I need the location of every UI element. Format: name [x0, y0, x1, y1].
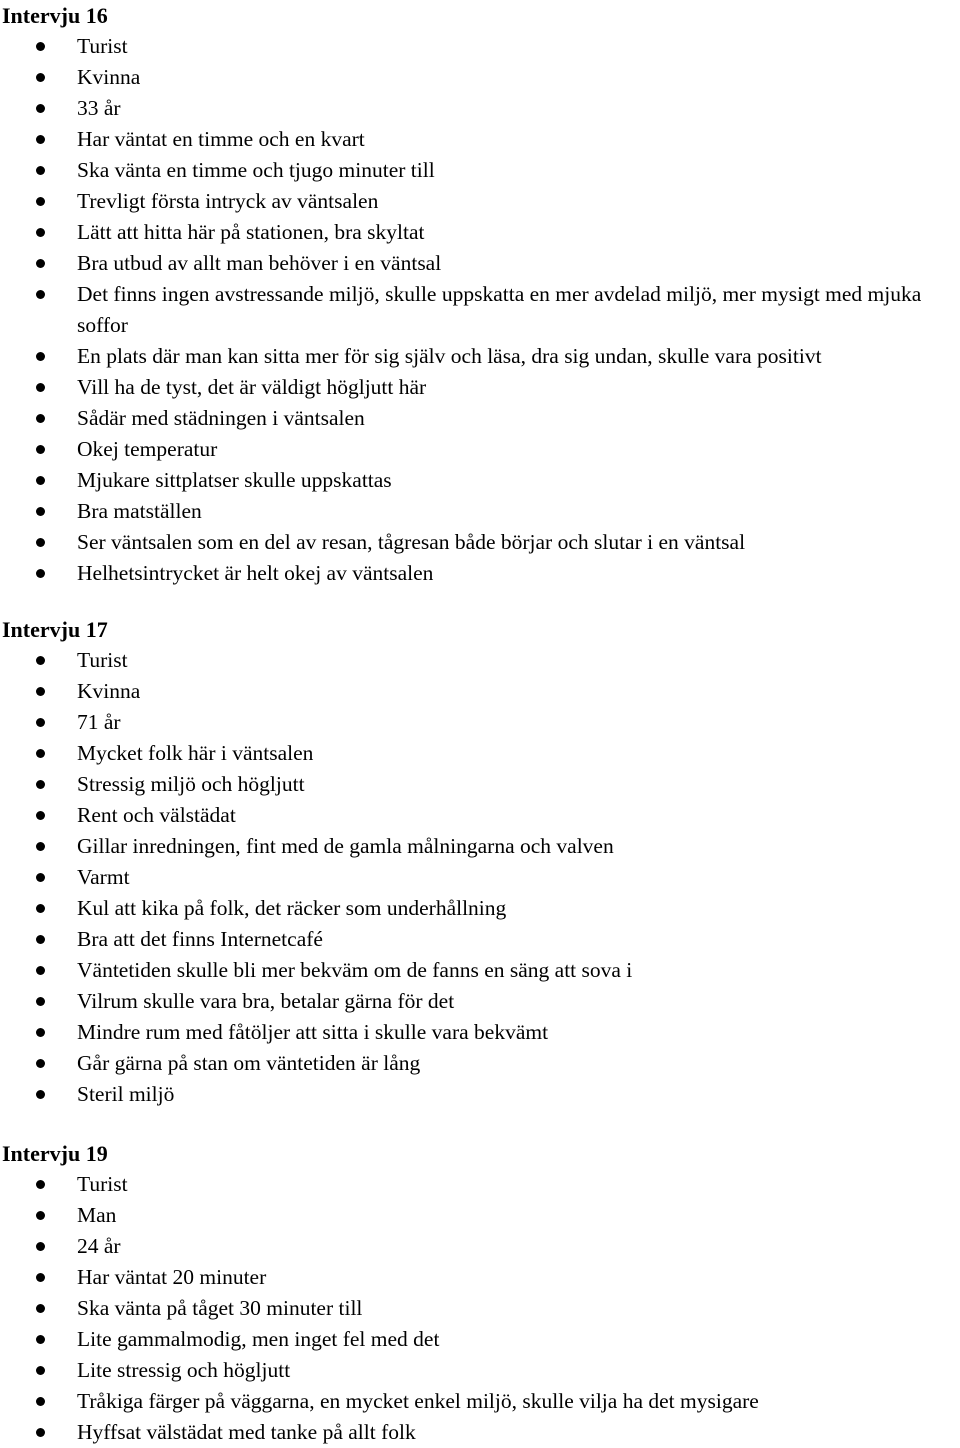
- list-item: Kvinna: [0, 62, 960, 93]
- list-item: Bra att det finns Internetcafé: [0, 924, 960, 955]
- list-item: Det finns ingen avstressande miljö, skulle uppskatta en mer avdelad miljö, mer mysigt med mjuka soffor: [0, 279, 960, 341]
- list-item: Går gärna på stan om väntetiden är lång: [0, 1048, 960, 1079]
- list-item: Man: [0, 1200, 960, 1231]
- interview-19-section: [0, 1138, 960, 1448]
- list-item: Hyffsat välstädat med tanke på allt folk: [0, 1417, 960, 1448]
- list-item: Vill ha de tyst, det är väldigt högljutt här: [0, 372, 960, 403]
- interview-16-section: [0, 0, 960, 589]
- list-item: Turist: [0, 645, 960, 676]
- bullet-icon: [36, 1273, 45, 1282]
- interview-bullet-list: [0, 1169, 960, 1448]
- list-item: Tråkiga färger på väggarna, en mycket enkel miljö, skulle vilja ha det mysigare: [0, 1386, 960, 1417]
- bullet-icon: [36, 1397, 45, 1406]
- list-item: 33 år: [0, 93, 960, 124]
- list-item: 71 år: [0, 707, 960, 738]
- bullet-icon: [36, 1059, 45, 1068]
- list-item: Ska vänta en timme och tjugo minuter till: [0, 155, 960, 186]
- bullet-icon: [36, 687, 45, 696]
- bullet-icon: [36, 1090, 45, 1099]
- bullet-icon: [36, 42, 45, 51]
- bullet-icon: [36, 445, 45, 454]
- list-item: Varmt: [0, 862, 960, 893]
- bullet-icon: [36, 1211, 45, 1220]
- bullet-icon: [36, 873, 45, 882]
- bullet-icon: [36, 718, 45, 727]
- list-item: 24 år: [0, 1231, 960, 1262]
- bullet-icon: [36, 997, 45, 1006]
- bullet-icon: [36, 1366, 45, 1375]
- bullet-icon: [36, 569, 45, 578]
- interview-heading: Intervju 17: [2, 617, 108, 642]
- bullet-icon: [36, 780, 45, 789]
- list-item: Sådär med städningen i väntsalen: [0, 403, 960, 434]
- bullet-icon: [36, 383, 45, 392]
- list-item: Steril miljö: [0, 1079, 960, 1110]
- bullet-icon: [36, 811, 45, 820]
- list-item: Stressig miljö och högljutt: [0, 769, 960, 800]
- list-item: Gillar inredningen, fint med de gamla målningarna och valven: [0, 831, 960, 862]
- bullet-icon: [36, 104, 45, 113]
- interview-heading: Intervju 19: [2, 1141, 108, 1166]
- interview-17-section: [0, 614, 960, 1110]
- list-item: Helhetsintrycket är helt okej av väntsalen: [0, 558, 960, 589]
- list-item: Lite stressig och högljutt: [0, 1355, 960, 1386]
- bullet-icon: [36, 1428, 45, 1437]
- bullet-icon: [36, 656, 45, 665]
- bullet-icon: [36, 414, 45, 423]
- bullet-icon: [36, 966, 45, 975]
- list-item: Rent och välstädat: [0, 800, 960, 831]
- bullet-icon: [36, 476, 45, 485]
- bullet-icon: [36, 228, 45, 237]
- bullet-icon: [36, 197, 45, 206]
- list-item: Väntetiden skulle bli mer bekväm om de fanns en säng att sova i: [0, 955, 960, 986]
- list-item: Vilrum skulle vara bra, betalar gärna för det: [0, 986, 960, 1017]
- list-item: Bra utbud av allt man behöver i en väntsal: [0, 248, 960, 279]
- bullet-icon: [36, 1242, 45, 1251]
- interview-heading: Intervju 16: [2, 3, 108, 28]
- list-item: Kvinna: [0, 676, 960, 707]
- list-item: Har väntat 20 minuter: [0, 1262, 960, 1293]
- list-item: En plats där man kan sitta mer för sig själv och läsa, dra sig undan, skulle vara positivt: [0, 341, 960, 372]
- list-item: Bra matställen: [0, 496, 960, 527]
- bullet-icon: [36, 842, 45, 851]
- list-item: Ska vänta på tåget 30 minuter till: [0, 1293, 960, 1324]
- list-item: Lite gammalmodig, men inget fel med det: [0, 1324, 960, 1355]
- list-item: Kul att kika på folk, det räcker som underhållning: [0, 893, 960, 924]
- interview-bullet-list: [0, 31, 960, 589]
- list-item: Mycket folk här i väntsalen: [0, 738, 960, 769]
- list-item: Mindre rum med fåtöljer att sitta i skulle vara bekvämt: [0, 1017, 960, 1048]
- interview-bullet-list: [0, 645, 960, 1110]
- list-item: Ser väntsalen som en del av resan, tågresan både börjar och slutar i en väntsal: [0, 527, 960, 558]
- bullet-icon: [36, 290, 45, 299]
- list-item: Lätt att hitta här på stationen, bra skyltat: [0, 217, 960, 248]
- bullet-icon: [36, 1180, 45, 1189]
- list-item: Trevligt första intryck av väntsalen: [0, 186, 960, 217]
- bullet-icon: [36, 538, 45, 547]
- list-item: Turist: [0, 31, 960, 62]
- bullet-icon: [36, 73, 45, 82]
- list-item: Har väntat en timme och en kvart: [0, 124, 960, 155]
- bullet-icon: [36, 166, 45, 175]
- bullet-icon: [36, 352, 45, 361]
- bullet-icon: [36, 904, 45, 913]
- list-item: Turist: [0, 1169, 960, 1200]
- bullet-icon: [36, 749, 45, 758]
- bullet-icon: [36, 507, 45, 516]
- bullet-icon: [36, 259, 45, 268]
- list-item: Mjukare sittplatser skulle uppskattas: [0, 465, 960, 496]
- bullet-icon: [36, 935, 45, 944]
- bullet-icon: [36, 1335, 45, 1344]
- list-item: Okej temperatur: [0, 434, 960, 465]
- bullet-icon: [36, 1028, 45, 1037]
- bullet-icon: [36, 1304, 45, 1313]
- bullet-icon: [36, 135, 45, 144]
